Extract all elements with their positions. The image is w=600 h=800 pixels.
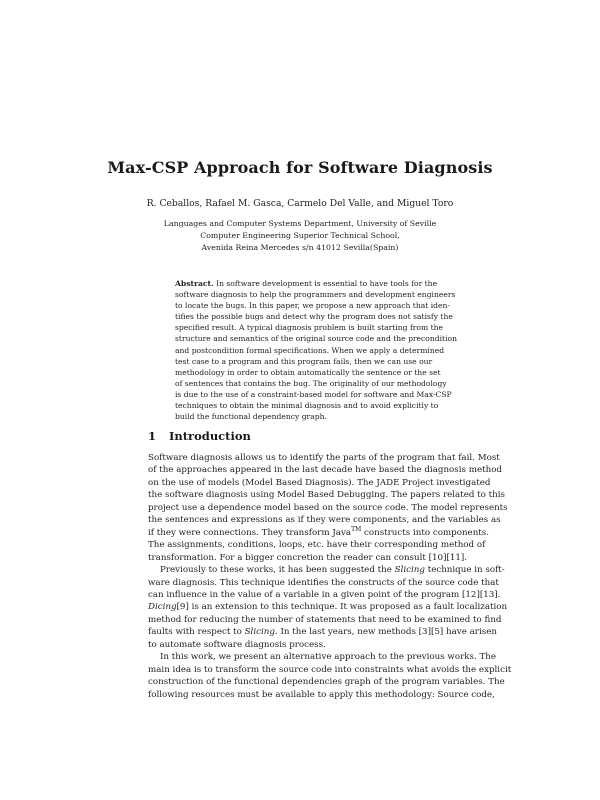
body-line: can influence in the value of a variable in a given point of the program [12][13]. <box>148 589 501 600</box>
abstract <box>175 278 457 422</box>
abstract-line: techniques to obtain the minimal diagnosis and to avoid explicitly to <box>175 401 439 411</box>
abstract-line: is due to the use of a constraint-based model for software and Max-CSP <box>175 389 452 399</box>
body-text-span: faults with respect to <box>148 627 245 638</box>
body-line: The assignments, conditions, loops, etc. have their corresponding method of <box>148 540 486 551</box>
abstract-line: methodology in order to obtain automatically the sentence or the set <box>175 367 441 377</box>
affiliation-line: Avenida Reina Mercedes s/n 41012 Sevilla(Spain) <box>201 243 399 253</box>
abstract-line: structure and semantics of the original source code and the precondition <box>175 334 457 344</box>
abstract-line: test case to a program and this program fails, then we can use our <box>175 356 433 366</box>
body-text-span: if they were connections. They transform Java <box>148 527 352 538</box>
body-line: to automate software diagnosis process. <box>148 639 326 650</box>
body-line: In this work, we present an alternative approach to the previous works. The <box>160 652 496 663</box>
body-line: the sentences and expressions as if they were components, and the variables as <box>148 515 501 526</box>
abstract-line: build the functional dependency graph. <box>175 412 327 422</box>
body-text-span: Previously to these works, it has been suggested the <box>160 565 395 576</box>
body-text <box>148 452 512 701</box>
body-text-span: . In the last years, new methods [3][5] have arisen <box>274 627 497 638</box>
body-text-span: constructs into components. <box>361 527 490 538</box>
body-line <box>148 525 490 539</box>
abstract-line: and postcondition formal specifications. When we apply a determined <box>175 345 445 355</box>
body-line: project use a dependence model based on the source code. The model represents <box>148 502 508 513</box>
trademark-superscript: TM <box>351 525 362 533</box>
paper-title: Max-CSP Approach for Software Diagnosis <box>107 158 493 177</box>
abstract-line: specified result. A typical diagnosis problem is built starting from the <box>175 323 444 333</box>
section-heading <box>148 429 251 443</box>
body-line: on the use of models (Model Based Diagnosis). The JADE Project investigated <box>148 477 491 488</box>
section-title: Introduction <box>169 429 251 443</box>
body-text-span: technique in soft- <box>424 565 505 576</box>
body-line: transformation. For a bigger concretion the reader can consult [10][11]. <box>148 552 468 563</box>
abstract-line: of sentences that contains the bug. The originality of our methodology <box>175 378 447 388</box>
body-line: the software diagnosis using Model Based Debugging. The papers related to this <box>148 490 505 501</box>
abstract-line: tifies the possible bugs and detect why the program does not satisfy the <box>175 312 453 322</box>
body-line: ware diagnosis. This technique identifies the constructs of the source code that <box>148 577 499 588</box>
body-line: of the approaches appeared in the last decade have based the diagnosis method <box>148 465 502 476</box>
abstract-text: In software development is essential to have tools for the <box>213 279 438 288</box>
body-line: Software diagnosis allows us to identify the parts of the program that fail. Most <box>148 453 500 463</box>
abstract-label: Abstract. <box>175 279 214 288</box>
affiliation-line: Computer Engineering Superior Technical School, <box>200 231 400 241</box>
body-line: following resources must be available to apply this methodology: Source code, <box>148 689 495 700</box>
affiliation-block <box>0 218 600 255</box>
abstract-line: to locate the bugs. In this paper, we propose a new approach that iden- <box>175 301 450 311</box>
emphasis-term: Dicing <box>148 602 177 613</box>
emphasis-term: Slicing <box>244 627 275 638</box>
abstract-line: software diagnosis to help the programmers and development engineers <box>175 290 456 300</box>
body-line: method for reducing the number of statements that need to be examined to find <box>148 614 502 625</box>
body-line <box>148 626 497 638</box>
body-text-span: [9] is an extension to this technique. It was proposed as a fault localization <box>176 602 508 613</box>
body-line <box>148 601 508 613</box>
author-list: R. Ceballos, Rafael M. Gasca, Carmelo Del Valle, and Miguel Toro <box>146 198 454 209</box>
body-line <box>148 564 505 576</box>
abstract-line <box>175 278 438 289</box>
affiliation-line: Languages and Computer Systems Department, University of Seville <box>163 219 437 228</box>
body-line: construction of the functional dependencies graph of the program variables. The <box>148 677 505 688</box>
section-number: 1 <box>148 429 157 443</box>
body-line: main idea is to transform the source code into constraints what avoids the explicit <box>148 664 512 675</box>
emphasis-term: Slicing <box>394 565 425 576</box>
